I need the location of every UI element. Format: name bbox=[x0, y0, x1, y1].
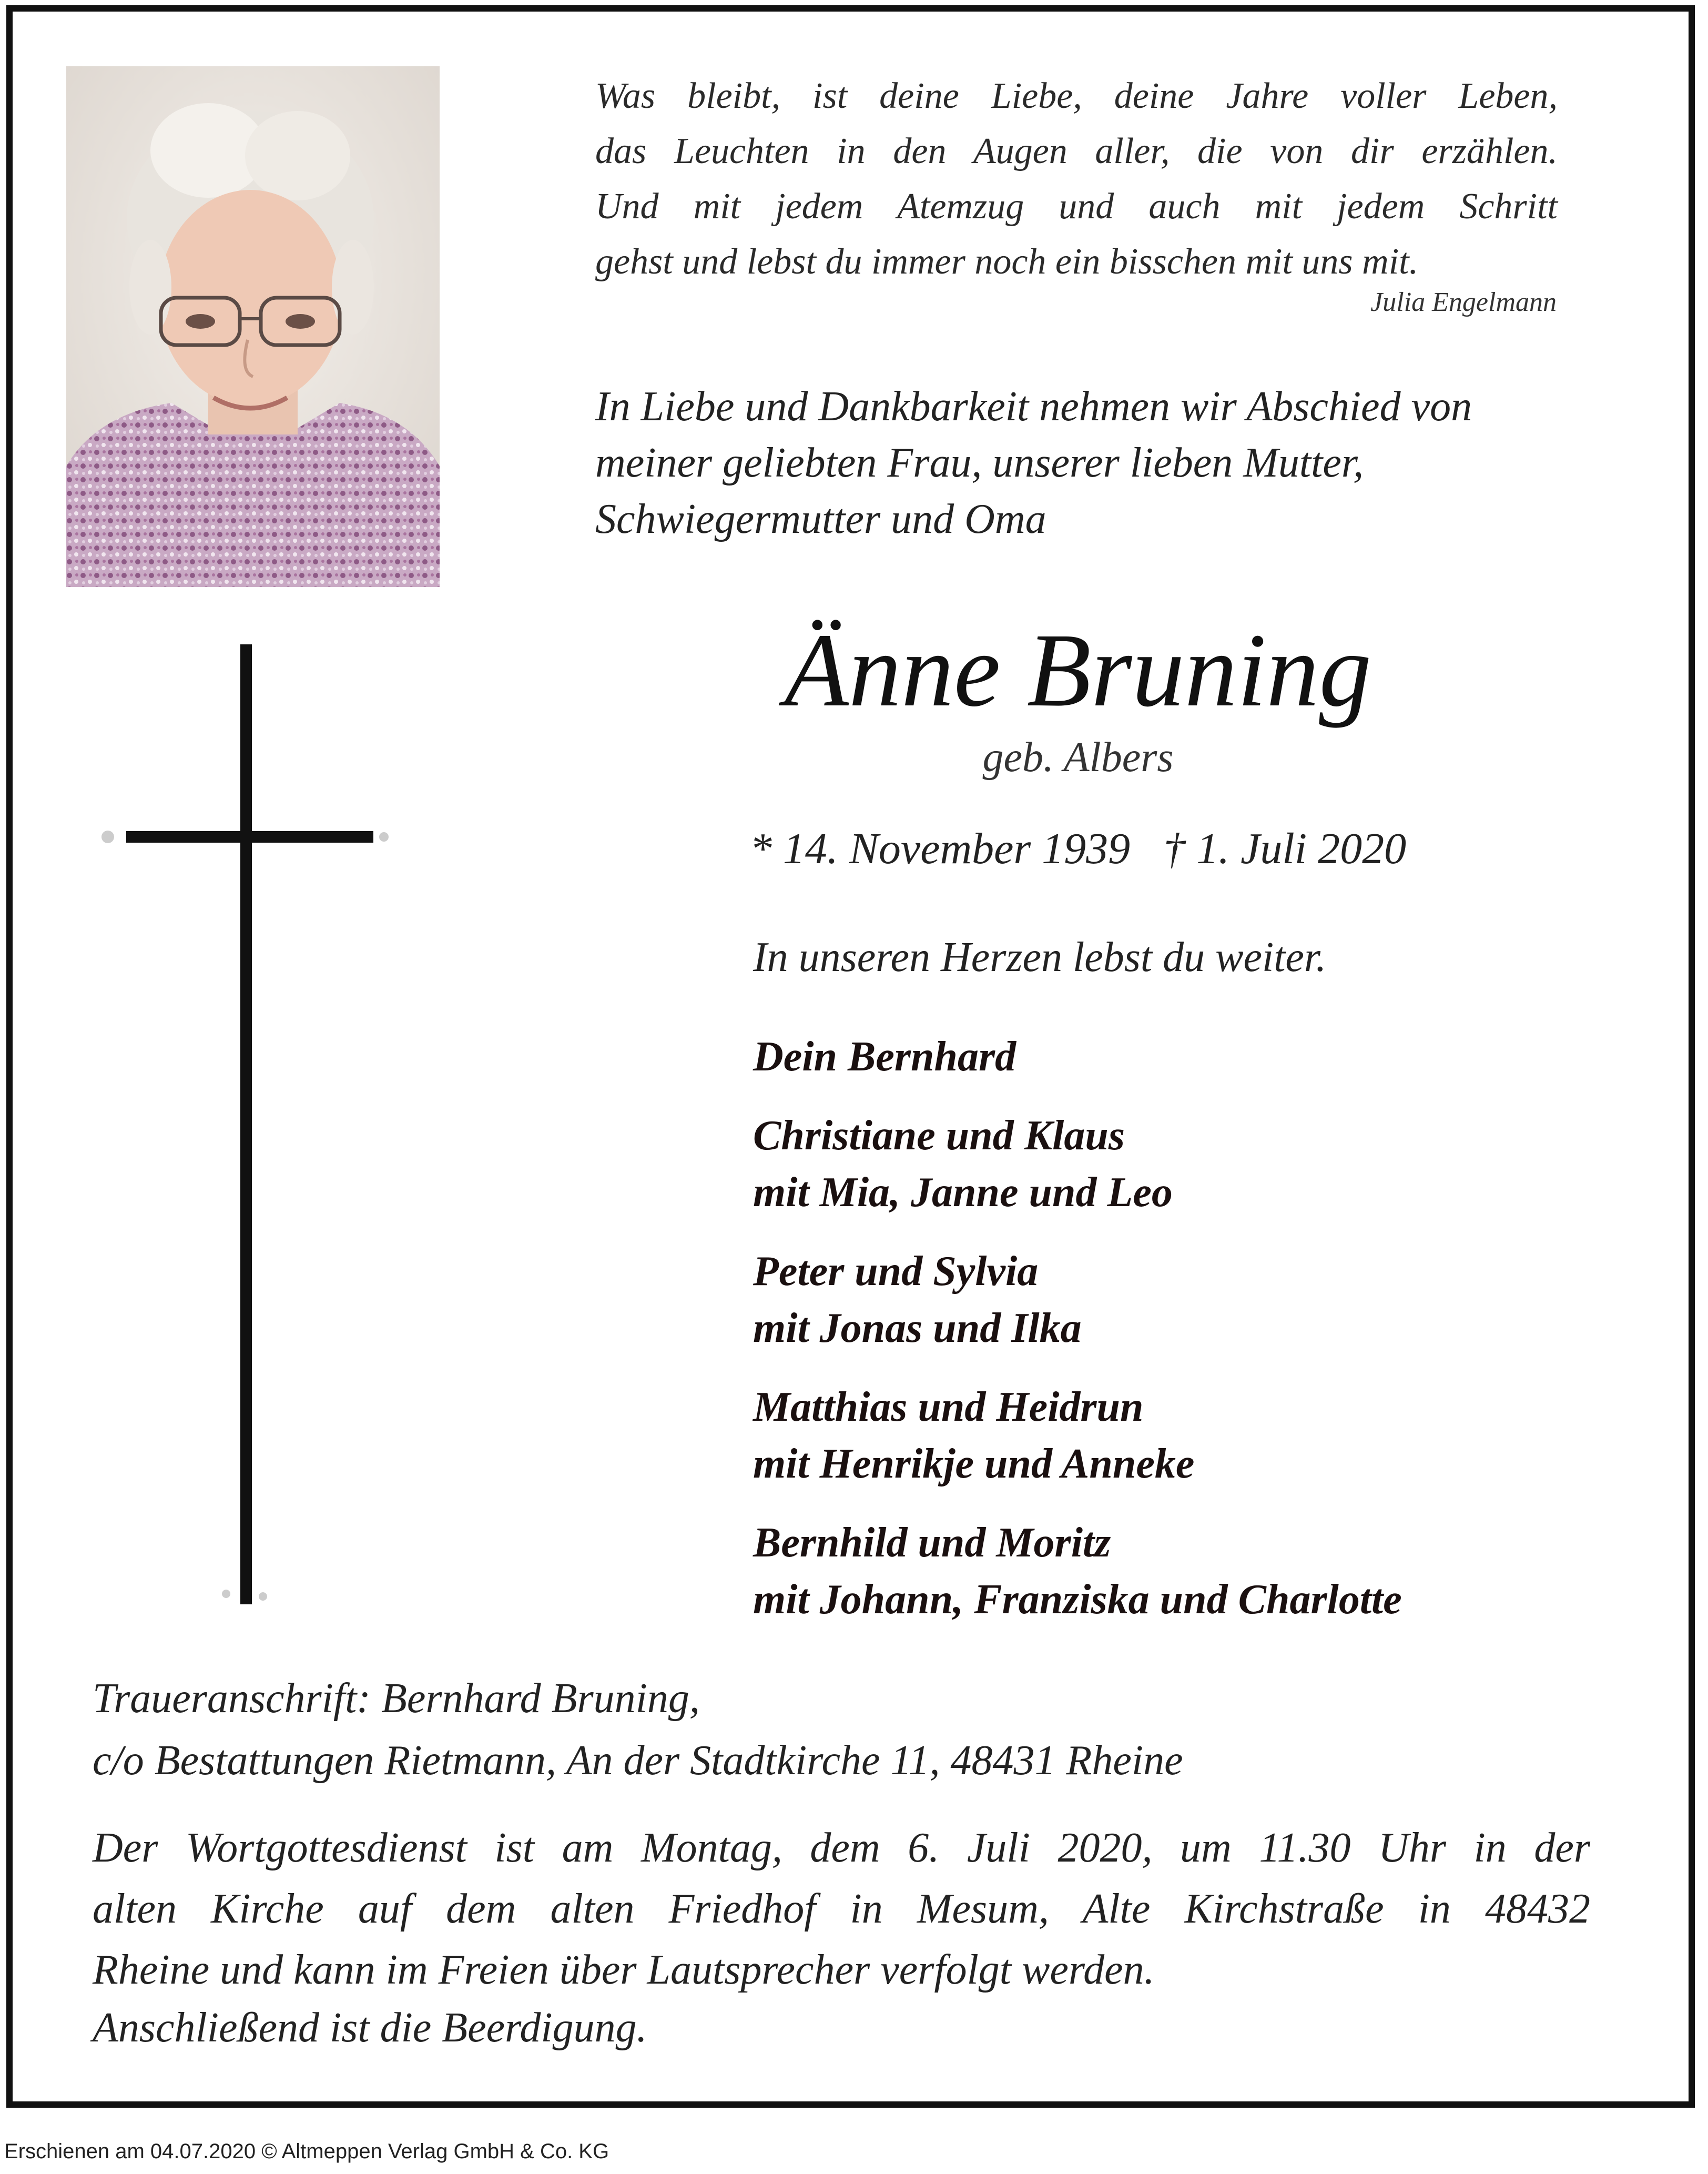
poem-author: Julia Engelmann bbox=[1370, 287, 1557, 317]
family-line: Peter und Sylvia bbox=[753, 1248, 1039, 1295]
family-line: Matthias und Heidrun bbox=[753, 1384, 1144, 1430]
family-line: Dein Bernhard bbox=[753, 1034, 1016, 1080]
address-line: Traueranschrift: Bernhard Bruning, bbox=[93, 1675, 700, 1722]
family-line: Christiane und Klaus bbox=[753, 1113, 1125, 1159]
intro-line: In Liebe und Dankbarkeit nehmen wir Abschied von bbox=[595, 383, 1472, 430]
family-line: mit Henrikje und Anneke bbox=[753, 1441, 1195, 1487]
intro-line: meiner geliebten Frau, unserer lieben Mutter, bbox=[595, 440, 1364, 486]
family-group bbox=[753, 1107, 1594, 1221]
poem bbox=[595, 68, 1558, 289]
family-line: mit Jonas und Ilka bbox=[753, 1305, 1082, 1351]
family-group bbox=[753, 1028, 1594, 1085]
family-line: mit Johann, Franziska und Charlotte bbox=[753, 1576, 1402, 1623]
service-line: Der Wortgottesdienst ist am Montag, dem 6. Juli 2020, um 11.30 Uhr in der bbox=[93, 1825, 1590, 1871]
family-list bbox=[753, 1028, 1594, 1650]
family-line: mit Mia, Janne und Leo bbox=[753, 1169, 1173, 1216]
family-group bbox=[753, 1514, 1594, 1628]
service-line: alten Kirche auf dem alten Friedhof in Mesum, Alte Kirchstraße in 48432 bbox=[93, 1886, 1590, 1932]
intro-line: Schwiegermutter und Oma bbox=[595, 496, 1046, 542]
burial-info: Anschließend ist die Beerdigung. bbox=[93, 2005, 647, 2051]
service-line: Rheine und kann im Freien über Lautsprecher verfolgt werden. bbox=[93, 1947, 1155, 1993]
poem-line: Und mit jedem Atemzug und auch mit jedem Schritt bbox=[595, 186, 1558, 227]
mourning-address bbox=[93, 1667, 1618, 1792]
family-group bbox=[753, 1243, 1594, 1357]
life-dates: * 14. November 1939 † 1. Juli 2020 bbox=[749, 824, 1407, 873]
cross-symbol bbox=[95, 644, 397, 1604]
cross-icon bbox=[95, 644, 397, 1604]
portrait-image bbox=[66, 66, 440, 587]
family-group bbox=[753, 1379, 1594, 1492]
family-line: Bernhild und Moritz bbox=[753, 1520, 1111, 1566]
farewell-intro bbox=[595, 379, 1594, 548]
service-info bbox=[93, 1817, 1590, 2000]
address-line: c/o Bestattungen Rietmann, An der Stadtkirche 11, 48431 Rheine bbox=[93, 1737, 1183, 1784]
poem-line: das Leuchten in den Augen aller, die von dir erzählen. bbox=[595, 131, 1558, 171]
publication-footer: Erschienen am 04.07.2020 © Altmeppen Verlag GmbH & Co. KG bbox=[4, 2140, 609, 2163]
birth-name: geb. Albers bbox=[982, 734, 1174, 781]
deceased-name: Änne Bruning bbox=[784, 612, 1372, 729]
motto: In unseren Herzen lebst du weiter. bbox=[753, 934, 1327, 980]
portrait-photo bbox=[66, 66, 440, 587]
poem-line: Was bleibt, ist deine Liebe, deine Jahre voller Leben, bbox=[595, 76, 1558, 116]
poem-line: gehst und lebst du immer noch ein bisschen mit uns mit. bbox=[595, 241, 1419, 282]
